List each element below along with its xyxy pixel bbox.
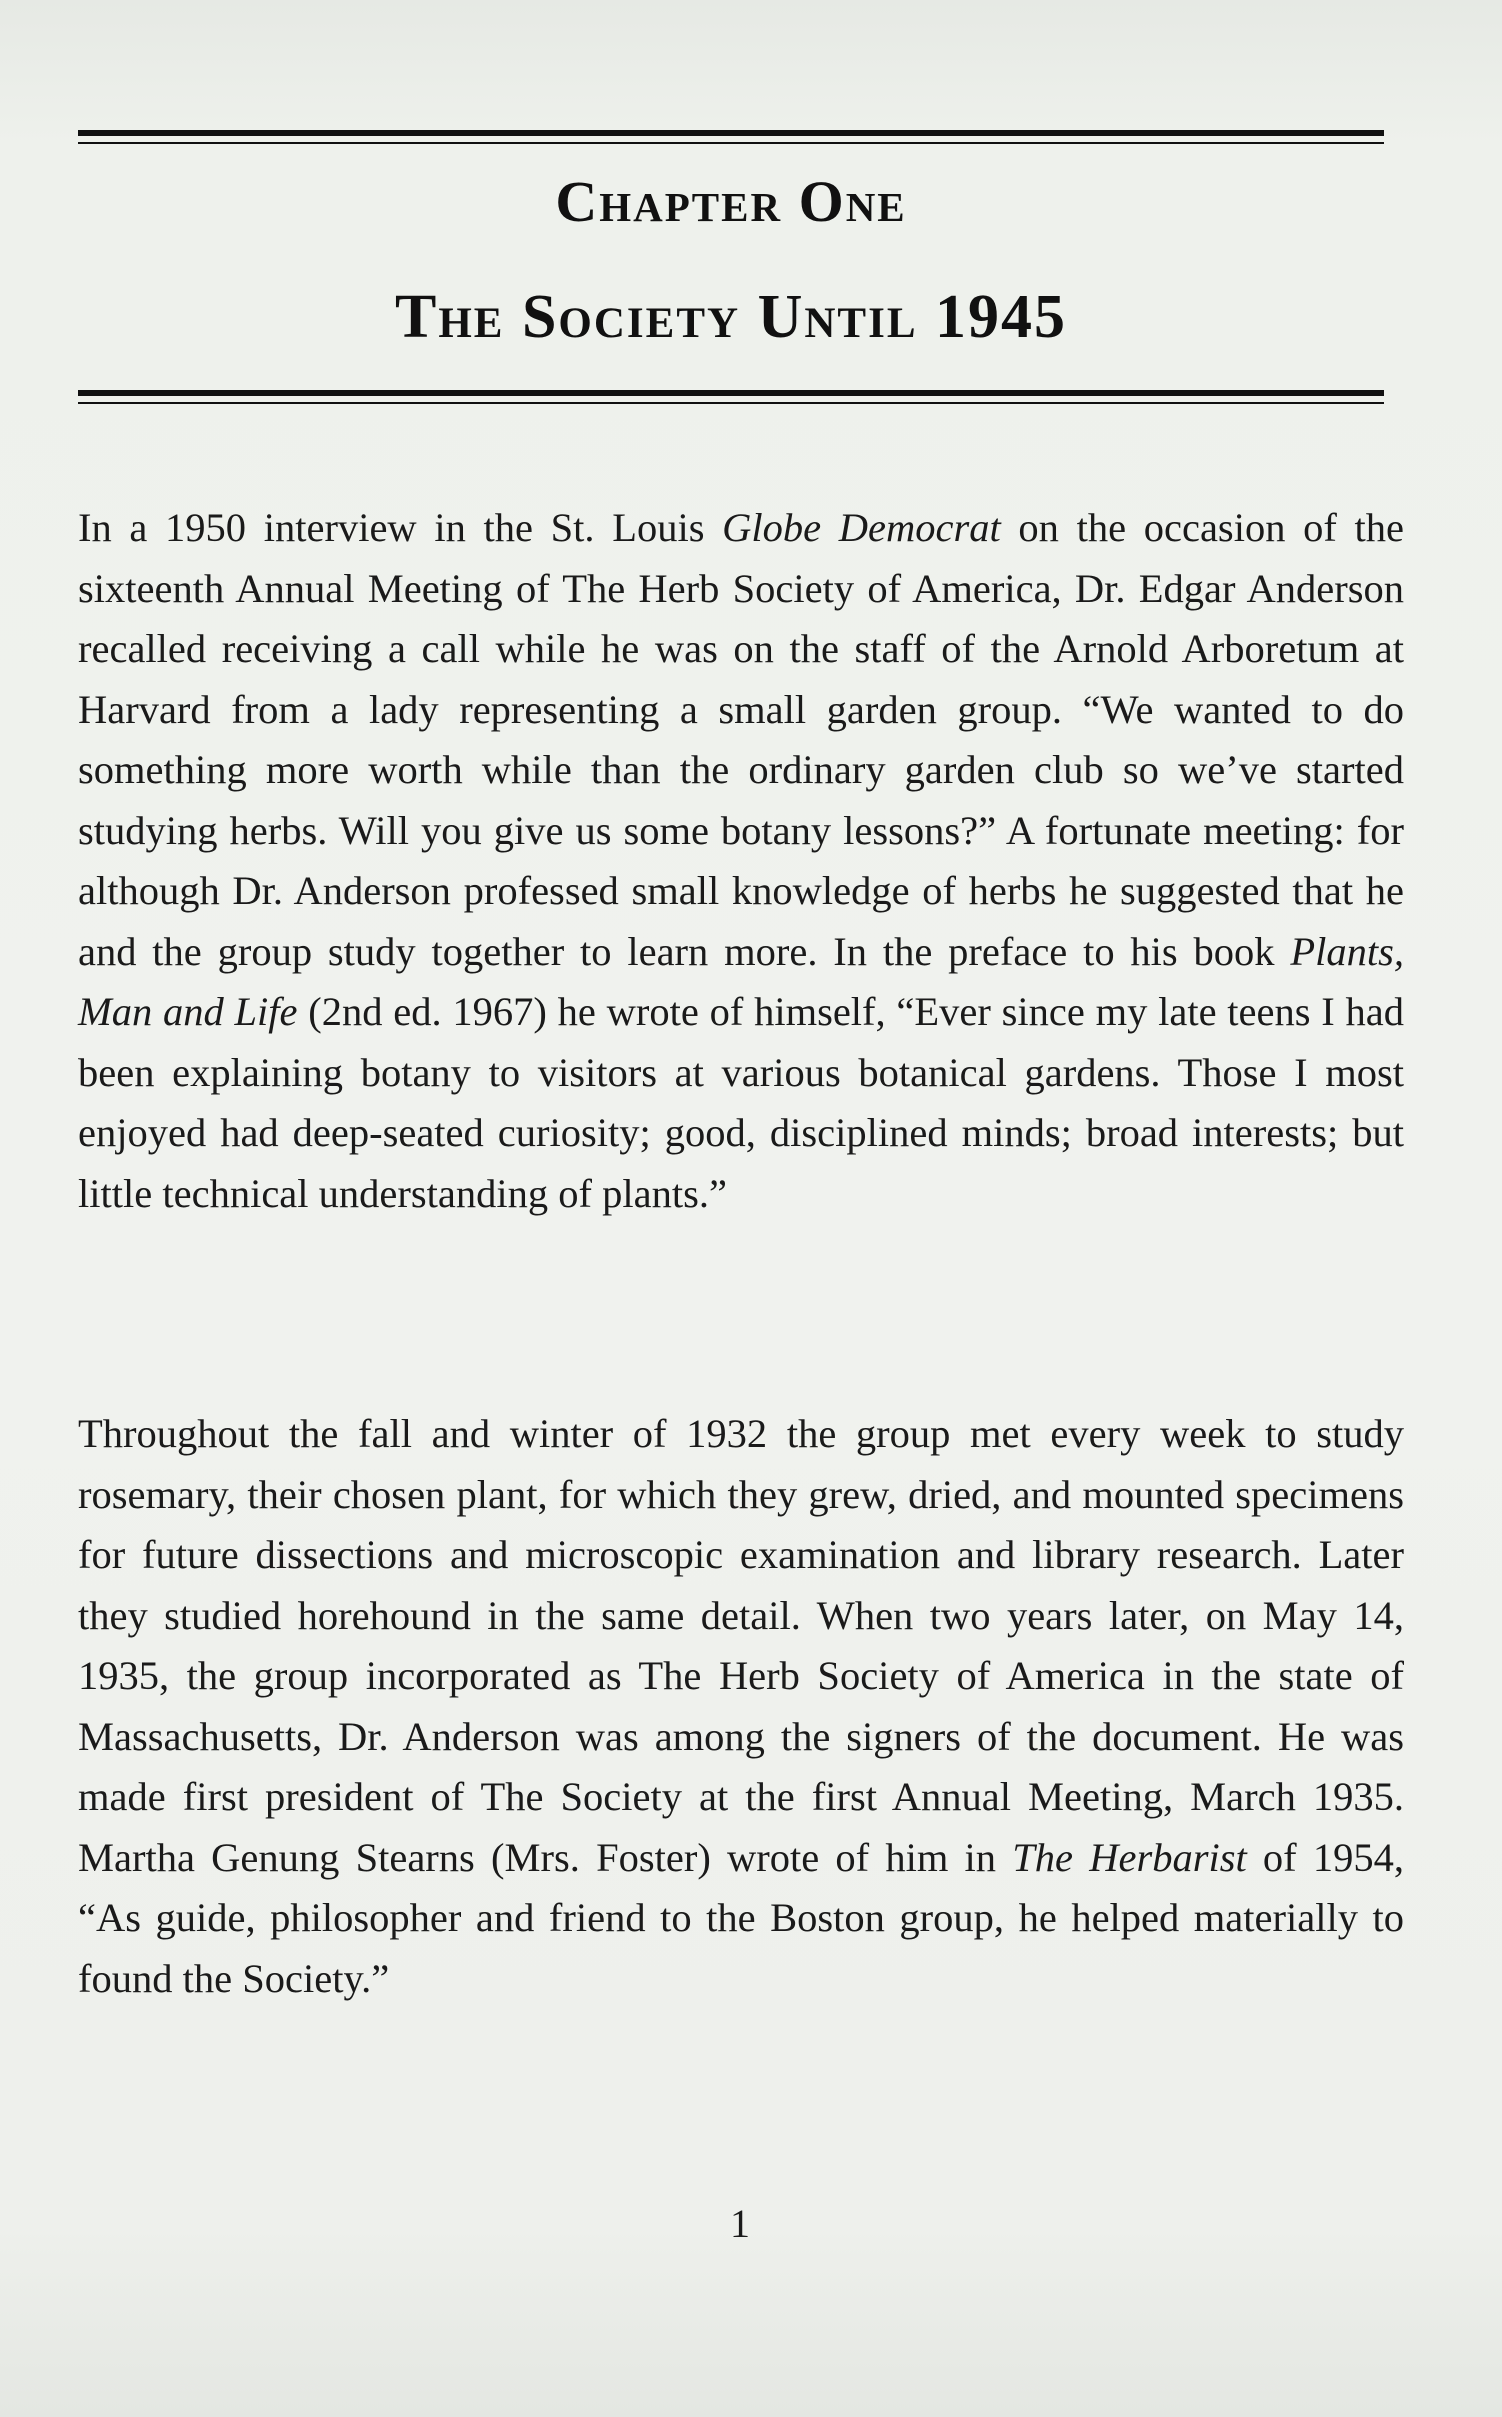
bottom-double-rule	[78, 390, 1384, 404]
top-thick-rule	[78, 130, 1384, 136]
paragraph-2-text-a: Throughout the fall and winter of 1932 the group met every week to study rosemary, their chosen plant, for which they grew, dried, and mounted specimens for future dissections and microscopic examination and library research. Later they studied horehound in the same detail. When two years later, on May 14, 1935, the group incorporated as The Herb Society of America in the state of Massachusetts, Dr. Anderson was among the signers of the document. He was made first president of The Society at the first Annual Meeting, March 1935. Martha Genung Stearns (Mrs. Foster) wrote of him in	[78, 1411, 1404, 1880]
paragraph-1-text-c: on the occasion of the sixteenth Annual Meeting of The Herb Society of America, Dr. Edgar Anderson recalled receiving a call while he was on the staff of the Arnold Arboretum at Harvard from a lady representing a small garden group. “We wanted to do something more worth while than the ordinary garden club so we’ve started studying herbs. Will you give us some botany lessons?” A fortunate meeting: for although Dr. Anderson professed small knowledge of herbs he suggested that he and the group study together to learn more. In the preface to his book	[78, 505, 1404, 974]
bottom-thin-rule	[78, 402, 1384, 404]
newspaper-title: Globe Democrat	[722, 505, 1001, 550]
chapter-title: The Society Until 1945	[394, 283, 1068, 351]
book-title: Plants, Man and Life	[78, 928, 1404, 1034]
paragraph-1	[78, 498, 1404, 1224]
paragraph-1-text-a: In a 1950 interview in the St. Louis	[78, 505, 723, 550]
top-double-rule	[78, 130, 1384, 144]
chapter-label: Chapter One	[555, 169, 907, 234]
bottom-thick-rule	[78, 390, 1384, 396]
paragraph-2	[78, 1404, 1404, 2009]
page-number: 1	[730, 2201, 750, 2246]
paragraph-1-text-e: (2nd ed. 1967) he wrote of himself, “Ever since my late teens I had been explaining botany to visitors at various botanical gardens. Those I most enjoyed had deep-seated curiosity; good, disciplined minds; broad interests; but little technical understanding of plants.”	[78, 989, 1404, 1216]
top-thin-rule	[78, 142, 1384, 144]
publication-title: The Herbarist	[1012, 1834, 1247, 1880]
paragraph-2-text-c: of 1954, “As guide, philosopher and friend to the Boston group, he helped materially to found the Society.”	[78, 1834, 1404, 2001]
